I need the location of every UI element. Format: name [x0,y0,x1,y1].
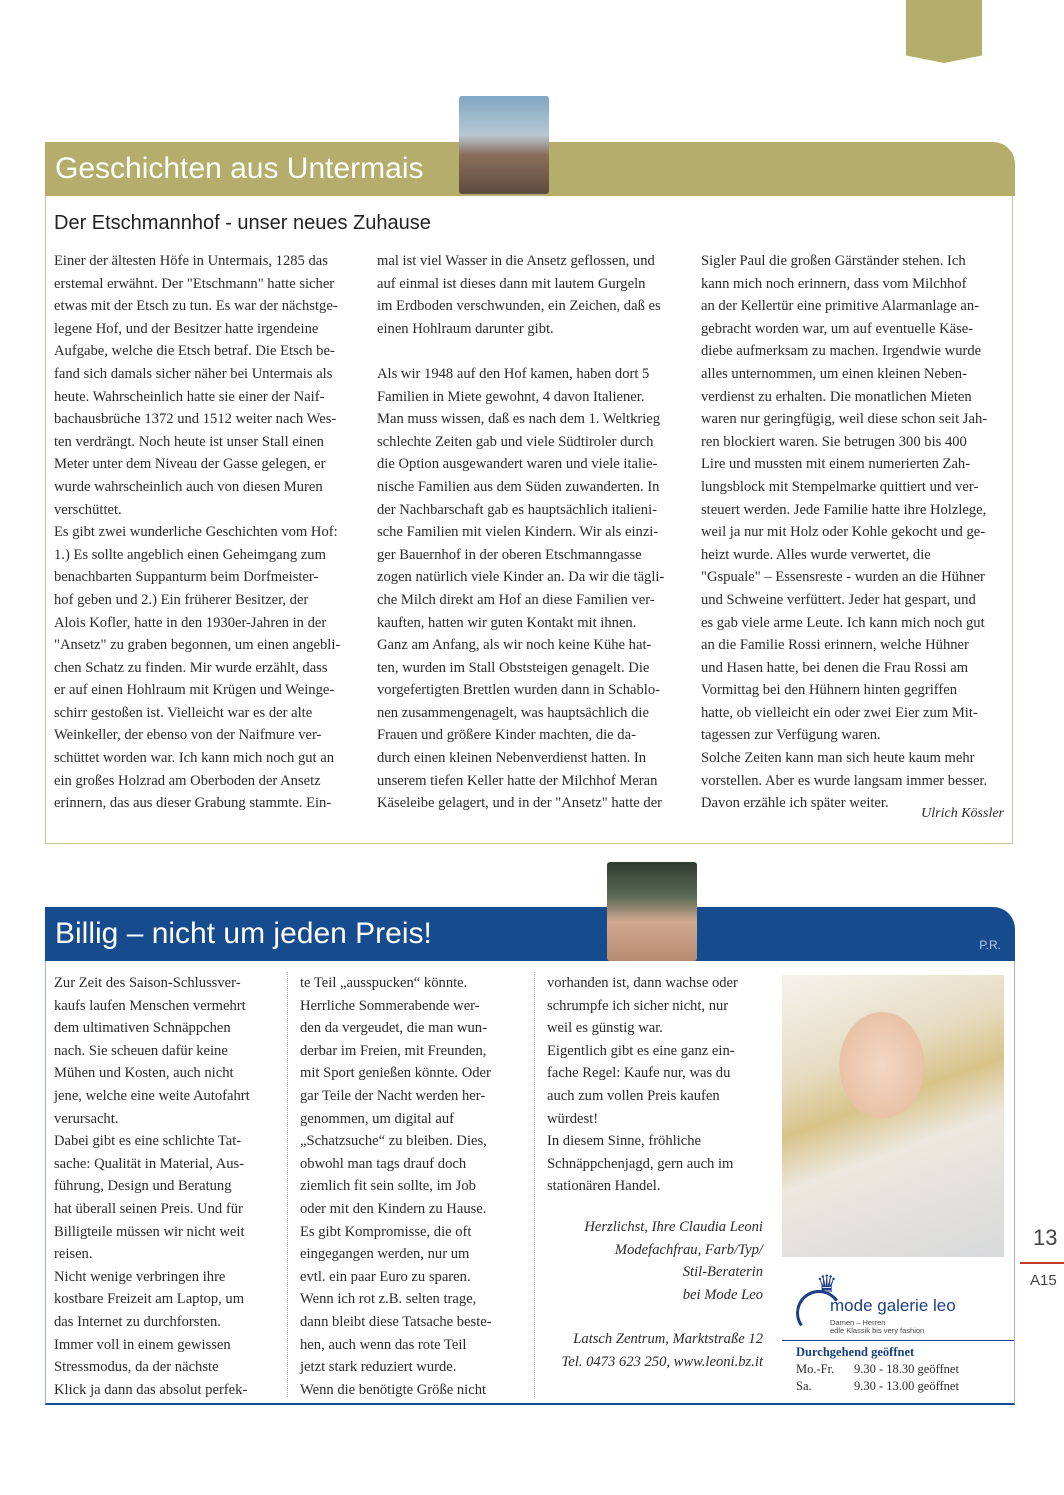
text-line: Schnäppchenjagd, gern auch im [547,1155,734,1172]
text-line: evtl. ein paar Euro zu sparen. [300,1268,471,1285]
text-line: schirr gestoßen ist. Vielleicht war es der alte [54,704,313,721]
text-line: Es gibt zwei wunderliche Geschichten vom Hof: [54,524,338,541]
article2-address [540,1328,763,1373]
text-line: vorhanden ist, dann wachse oder [547,975,738,991]
text-line: erinnern, das aus dieser Grabung stammte. Ein- [54,795,332,812]
text-line: Zur Zeit des Saison-Schlussver- [54,975,241,991]
hours-time: 9.30 - 13.00 geöffnet [854,1379,959,1393]
text-line: Frauen und größere Kinder machten, die da- [377,727,636,744]
text-line: wurde wahrscheinlich auch von diesen Muren [54,478,323,495]
text-line: und Hasen hatte, bei denen die Frau Rossi am [701,659,969,676]
text-line: "Gspuale" – Essensreste - wurden an die Hühner [701,569,985,586]
text-line: durch einen kleinen Nebenverdienst hatten. In [377,750,647,767]
article1-column-3 [701,250,1004,815]
text-line: schüttet worden war. Ich kann mich noch gut an [54,750,335,767]
article2-column-2 [300,972,517,1401]
text-line: vorstellen. Aber es wurde langsam immer besser. [701,772,988,789]
opening-hours-row [782,1361,1014,1378]
text-line: kaufs laufen Menschen vermehrt [54,997,246,1014]
article2-column-3 [547,972,763,1198]
article1-column-2 [377,250,683,815]
logo-name: mode galerie leo [830,1296,956,1315]
text-line: nach. Sie scheuen dafür keine [54,1042,228,1059]
text-line: sche Familien mit vielen Kindern. Wir als einzi- [377,524,659,541]
article1-title: Geschichten aus Untermais [55,152,424,185]
text-line: bachausbrüche 1372 und 1512 weiter nach Wes- [54,411,337,428]
text-line: an der Kellertür eine primitive Alarmanlage an- [701,298,979,315]
text-line: hen, auch wenn das rote Teil [300,1336,467,1353]
text-line: hatte, ob vielleicht ein oder zwei Eier zum Mit- [701,704,978,721]
page-code: A15 [1030,1272,1057,1289]
pr-tag: P.R. [979,938,1001,952]
opening-hours-heading: Durchgehend geöffnet [796,1345,915,1359]
text-line: heute. Wahrscheinlich hatte sie einer der Naif- [54,388,325,405]
text-line: würdest! [547,1110,599,1127]
text-line: auch zum vollen Preis kaufen [547,1087,720,1104]
text-line: auf einmal ist dieses dann mit lautem Gurgeln [377,275,646,292]
text-line: „Schatzsuche“ zu bleiben. Dies, [300,1133,487,1150]
text-line: mal ist viel Wasser in die Ansetz geflossen, und [377,253,655,269]
text-line: Es gibt Kompromisse, die oft [300,1223,472,1240]
article2-signature [547,1216,763,1306]
column-divider [287,972,288,1397]
text-line: Mühen und Kosten, auch nicht [54,1065,234,1082]
text-line: reisen. [54,1246,93,1263]
article2-title: Billig – nicht um jeden Preis! [55,917,432,950]
text-line: die Option ausgewandert waren und viele italie- [377,456,658,473]
text-line: Dabei gibt es eine schlichte Tat- [54,1133,242,1150]
text-line: an die Familie Rossi erinnern, welche Hühner [701,637,969,654]
text-line: verschüttet. [54,501,122,518]
text-line: heizt wurde. Alles wurde verwertet, die [701,546,931,563]
text-line: ten verdrängt. Noch heute ist unser Stall einen [54,433,324,450]
text-line: Billigteile müssen wir nicht weit [54,1223,245,1240]
page-divider [1020,1262,1064,1264]
text-line: diebe aufmerksam zu machen. Irgendwie wurde [701,343,982,360]
text-line: einen Hohlraum darunter gibt. [377,320,554,337]
author-portrait-man [459,96,549,194]
text-line: eingegangen werden, nur um [300,1246,470,1263]
text-line: zogen natürlich viele Kinder an. Da wir die tägli- [377,569,665,586]
text-line: Ganz am Anfang, als wir noch keine Kühe hat- [377,637,652,654]
text-line: nische Familien aus dem Süden zuwanderten. In [377,478,660,495]
text-line: im Erdboden verschwunden, ein Zeichen, daß es [377,298,661,315]
text-line: weil ja nur mit Holz oder Kohle gekocht und ge- [701,524,986,541]
text-line: jetzt stark reduziert wurde. [300,1359,457,1376]
text-line: fand sich damals sicher näher bei Untermais als [54,365,333,382]
text-line: Lire und mussten mit einem numerierten Zah- [701,456,971,473]
text-line: Stressmodus, da der nächste [54,1359,219,1376]
article2-banner [45,907,1015,961]
text-line: Weinkeller, der ebenso von der Naifmure ver- [54,727,322,744]
text-line: Familien in Miete gewohnt, 4 davon Italiener. [377,388,645,405]
crown-icon: ♛ [816,1270,838,1298]
text-line: genommen, um digital auf [300,1110,455,1127]
text-line: Eigentlich gibt es eine ganz ein- [547,1042,735,1059]
text-line: etwas mit der Etsch zu tun. Es war der nächstge- [54,298,338,315]
text-line: Herzlichst, Ihre Claudia Leoni [584,1219,763,1235]
text-line: te Teil „ausspucken“ könnte. [300,975,468,991]
article1-column-1 [54,250,354,815]
text-line: "Ansetz" zu graben begonnen, um einen angebli- [54,637,341,654]
text-line: steuert werden. Jede Familie hatte ihre Holzlege, [701,501,987,518]
text-line: kann mich noch erinnern, dass vom Milchhof [701,275,967,292]
text-line: derbar im Freien, mit Freunden, [300,1042,487,1059]
text-line: alles unternommen, um einen kleinen Neben- [701,365,967,382]
text-line: es gab viele arme Leute. Ich kann mich noch gut [701,614,985,631]
text-line: Als wir 1948 auf den Hof kamen, haben dort 5 [377,365,650,382]
text-line: benachbarten Suppanturm beim Dorfmeister- [54,569,319,586]
text-line: er auf einen Hohlraum mit Krügen und Weinge- [54,682,335,699]
text-line: und Schweine verfüttert. Jeder hat gespart, und [701,591,976,608]
text-line: kostbare Freizeit am Laptop, um [54,1291,245,1308]
text-line: ren blockiert waren. Sie betrugen 300 bis 400 [701,433,967,450]
text-line: vorgefertigten Brettlen wurden dann in Schablo- [377,682,661,699]
text-line: der Nachbarschaft gab es hauptsächlich italieni- [377,501,657,518]
text-line: Stil-Beraterin [682,1264,763,1281]
text-line: Wenn die benötigte Größe nicht [300,1381,487,1398]
text-line: Modefachfrau, Farb/Typ/ [614,1241,763,1258]
text-line: das Internet zu durchforsten. [54,1313,221,1330]
hours-day: Mo.-Fr. [796,1362,835,1376]
text-line: Klick ja dann das absolut perfek- [54,1381,248,1398]
text-line: Wenn ich rot z.B. selten trage, [300,1291,477,1308]
text-line: dann bleibt diese Tatsache beste- [300,1313,492,1330]
text-line: unserem tiefen Keller hatte der Milchhof Meran [377,772,658,789]
text-line: Man muss wissen, daß es nach dem 1. Weltkrieg [377,411,661,428]
text-line: obwohl man tags drauf doch [300,1155,467,1172]
text-line: nen zusammengenagelt, was hauptsächlich die [377,704,649,721]
text-line: gar Teile der Nacht werden her- [300,1087,486,1104]
text-line: Immer voll in einem gewissen [54,1336,231,1353]
text-line: Sigler Paul die großen Gärständer stehen. Ich [701,253,966,269]
text-line: waren nur geringfügig, weil diese schon seit Jah- [701,411,988,428]
author-portrait-woman [607,862,697,961]
text-line: schlechte Zeiten gab und viele Südtiroler durch [377,433,654,450]
text-line: Einer der ältesten Höfe in Untermais, 1285 das [54,253,328,269]
text-line: ger Bauernhof in der oberen Etschmanngasse [377,546,642,563]
opening-hours [782,1340,1014,1405]
text-line: Alois Kofler, hatte in den 1930er-Jahren in der [54,614,327,631]
text-line: Herrliche Sommerabende wer- [300,997,480,1014]
text-line: schrumpfe ich sicher nicht, nur [547,997,729,1014]
article1-subtitle: Der Etschmannhof - unser neues Zuhause [54,212,431,234]
text-line: chen Schatz zu finden. Mir wurde erzählt, dass [54,659,328,676]
text-line [377,340,683,363]
text-line: hat überall seinen Preis. Und für [54,1200,243,1217]
article2-column-1 [54,972,270,1401]
text-line: che Milch direkt am Hof an diese Familien ver- [377,591,655,608]
text-line: Davon erzähle ich später weiter. [701,795,889,812]
hours-day: Sa. [796,1379,812,1393]
text-line: ein großes Holzrad am Oberboden der Ansetz [54,772,321,789]
text-line: jene, welche eine weite Autofahrt [54,1087,250,1104]
text-line: In diesem Sinne, fröhliche [547,1133,702,1150]
text-line: mit Sport genießen könnte. Oder [300,1065,491,1082]
text-line: verdienst zu erhalten. Die monatlichen Mieten [701,388,972,405]
page-number: 13 [1033,1225,1058,1250]
corner-tab [906,0,982,63]
fashion-model-photo [782,975,1004,1257]
text-line: hof geben und 2.) Ein früherer Besitzer, der [54,591,309,608]
text-line: erstemal erwähnt. Der "Etschmann" hatte sicher [54,275,335,292]
text-line: Latsch Zentrum, Marktstraße 12 [573,1331,763,1347]
text-line: oder mit den Kindern zu Hause. [300,1200,487,1217]
text-line: dem ultimativen Schnäppchen [54,1020,231,1037]
text-line: Aufgabe, welche die Etsch betraf. Die Etsch be- [54,343,335,360]
text-line: Nicht wenige verbringen ihre [54,1268,226,1285]
text-line: tagessen zur Verfügung waren. [701,727,881,744]
text-line: Tel. 0473 623 250, www.leoni.bz.it [561,1353,763,1370]
text-line: führung, Design und Beratung [54,1178,232,1195]
text-line: Käseleibe gelagert, und in der "Ansetz" hatte der [377,795,663,812]
mode-galerie-leo-logo [790,1268,1010,1338]
logo-tagline: edle Klassik bis very fashion [830,1326,925,1335]
text-line: legene Hof, und der Besitzer hatte irgendeine [54,320,319,337]
text-line: Solche Zeiten kann man sich heute kaum mehr [701,750,975,767]
text-line: ten, wurden im Stall Obststeigen genagelt. Die [377,659,650,676]
text-line: fache Regel: Kaufe nur, was du [547,1065,731,1082]
text-line: kauften, hatten wir guten Kontakt mit ihnen. [377,614,637,631]
text-line: 1.) Es sollte angeblich einen Geheimgang zum [54,546,326,563]
opening-hours-row [782,1378,1014,1395]
logo-tagline: Damen – Herren [830,1318,886,1327]
column-divider [534,972,535,1397]
text-line: bei Mode Leo [682,1286,763,1303]
text-line: gebracht worden war, um auf eventuelle Käse- [701,320,974,337]
text-line: den da vergeudet, die man wun- [300,1020,487,1037]
text-line: weil es günstig war. [547,1020,663,1037]
text-line: sache: Qualität in Material, Aus- [54,1155,245,1172]
text-line: lungsblock mit Stempelmarke quittiert und ver- [701,478,979,495]
text-line: Meter unter dem Niveau der Gasse gelegen, er [54,456,326,473]
text-line: ziemlich fit sein sollte, im Job [300,1178,476,1195]
article1-author: Ulrich Kössler [921,806,1004,821]
text-line: stationären Handel. [547,1178,661,1195]
hours-time: 9.30 - 18.30 geöffnet [854,1362,959,1376]
text-line: Vormittag bei den Hühnern hinten gegriffen [701,682,958,699]
text-line: verursacht. [54,1110,119,1127]
